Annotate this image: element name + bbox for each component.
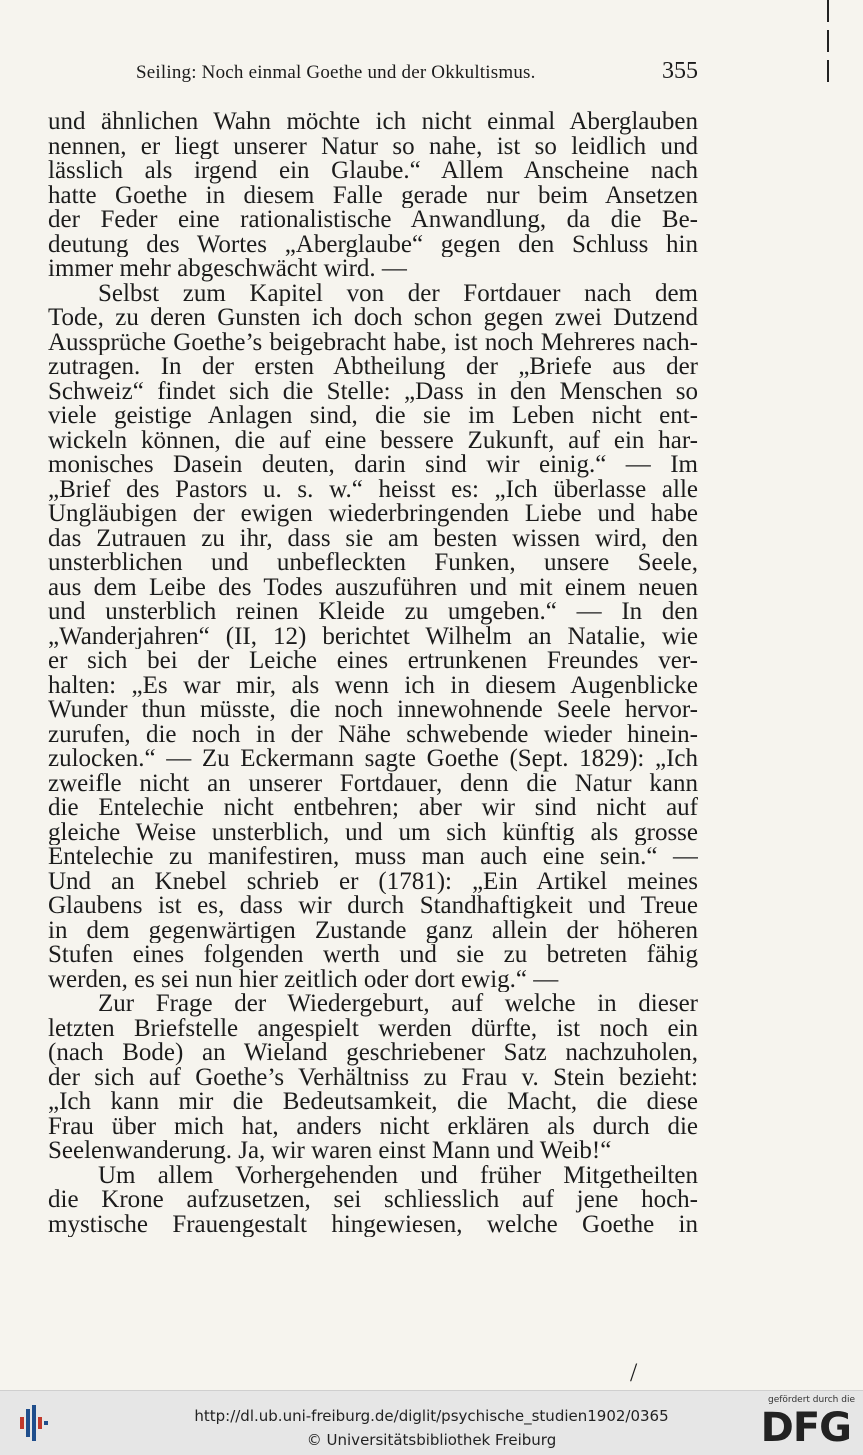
margin-mark: / [630, 1358, 638, 1387]
source-url-link[interactable]: http://dl.ub.uni-freiburg.de/diglit/psychische_studien1902/0365 [194, 1407, 669, 1425]
text-line: die Entelechie nicht entbehren; aber wir sind nicht auf [48, 796, 698, 821]
text-line: halten: „Es war mir, als wenn ich in diesem Augenblicke [48, 673, 698, 698]
running-head: Seiling: Noch einmal Goethe und der Okkultismus. [136, 62, 536, 83]
text-line: der Feder eine rationalistische Anwandlung, da die Be- [48, 208, 698, 233]
text-line: Tode, zu deren Gunsten ich doch schon gegen zwei Dutzend [48, 306, 698, 331]
text-line: die Krone aufzusetzen, sei schliesslich auf jene hoch- [48, 1188, 698, 1213]
text-line: zutragen. In der ersten Abtheilung der „Briefe aus der [48, 355, 698, 380]
dfg-logo-icon: DFG [760, 1405, 851, 1451]
text-line: Frau über mich hat, anders nicht erklären als durch die [48, 1114, 698, 1139]
text-line: monisches Dasein deuten, darin sind wir einig.“ — Im [48, 453, 698, 478]
text-line: zweifle nicht an unserer Fortdauer, denn die Natur kann [48, 771, 698, 796]
text-line: in dem gegenwärtigen Zustande ganz allein der höheren [48, 918, 698, 943]
text-line: Schweiz“ findet sich die Stelle: „Dass in den Menschen so [48, 379, 698, 404]
text-line: viele geistige Anlagen sind, die sie im Leben nicht ent- [48, 404, 698, 429]
text-line: mystische Frauengestalt hingewiesen, welche Goethe in [48, 1212, 698, 1237]
text-line: Ungläubigen der ewigen wiederbringenden Liebe und habe [48, 502, 698, 527]
text-line: aus dem Leibe des Todes auszuführen und mit einem neuen [48, 575, 698, 600]
text-line: Wunder thun müsste, die noch innewohnende Seele hervor- [48, 698, 698, 723]
text-line: das Zutrauen zu ihr, dass sie am besten wissen wird, den [48, 526, 698, 551]
text-line: und unsterblich reinen Kleide zu umgeben.“ — In den [48, 600, 698, 625]
text-line: „Ich kann mir die Bedeutsamkeit, die Macht, die diese [48, 1090, 698, 1115]
text-line: Um allem Vorhergehenden und früher Mitgetheilten [98, 1163, 698, 1188]
text-line: und ähnlichen Wahn möchte ich nicht einmal Aberglauben [48, 110, 698, 135]
text-line: Glaubens ist es, dass wir durch Standhaftigkeit und Treue [48, 894, 698, 919]
text-line: Selbst zum Kapitel von der Fortdauer nach dem [98, 281, 698, 306]
text-line: immer mehr abgeschwächt wird. — [48, 257, 407, 282]
text-line: „Brief des Pastors u. s. w.“ heisst es: „Ich überlasse alle [48, 477, 698, 502]
text-line: Zur Frage der Wiedergeburt, auf welche in dieser [98, 992, 698, 1017]
text-line: Entelechie zu manifestiren, muss man auch eine sein.“ — [48, 845, 698, 870]
page-number: 355 [662, 58, 698, 84]
text-line: gleiche Weise unsterblich, und um sich künftig als grosse [48, 820, 698, 845]
text-line: lässlich als irgend ein Glaube.“ Allem Anscheine nach [48, 159, 698, 184]
text-line: unsterblichen und unbefleckten Funken, unsere Seele, [48, 551, 698, 576]
text-line: (nach Bode) an Wieland geschriebener Satz nachzuholen, [48, 1041, 698, 1066]
text-line: werden, es sei nun hier zeitlich oder dort ewig.“ — [48, 967, 559, 992]
text-line: Und an Knebel schrieb er (1781): „Ein Artikel meines [48, 869, 698, 894]
page-edge-marks [827, 0, 833, 90]
copyright-notice: © Universitätsbibliothek Freiburg [306, 1431, 557, 1449]
text-line: Aussprüche Goethe’s beigebracht habe, ist noch Mehreres nach- [48, 330, 698, 355]
body-text [48, 110, 698, 1237]
funding-note: gefördert durch die [768, 1395, 855, 1405]
text-line: Stufen eines folgenden werth und sie zu betreten fähig [48, 943, 698, 968]
text-line: nennen, er liegt unserer Natur so nahe, ist so leidlich und [48, 134, 698, 159]
text-line: deutung des Wortes „Aberglaube“ gegen den Schluss hin [48, 232, 698, 257]
text-line: wickeln können, die auf eine bessere Zukunft, auf ein har- [48, 428, 698, 453]
text-line: hatte Goethe in diesem Falle gerade nur beim Ansetzen [48, 183, 698, 208]
page-header [48, 58, 698, 92]
viewer-footer [0, 1390, 863, 1455]
text-line: der sich auf Goethe’s Verhältniss zu Frau v. Stein bezieht: [48, 1065, 698, 1090]
text-line: letzten Briefstelle angespielt werden dürfte, ist noch ein [48, 1016, 698, 1041]
text-line: zurufen, die noch in der Nähe schwebende wieder hinein- [48, 722, 698, 747]
text-line: er sich bei der Leiche eines ertrunkenen Freundes ver- [48, 649, 698, 674]
text-line: „Wanderjahren“ (II, 12) berichtet Wilhelm an Natalie, wie [48, 624, 698, 649]
text-line: Seelenwanderung. Ja, wir waren einst Mann und Weib!“ [48, 1139, 612, 1164]
text-line: zulocken.“ — Zu Eckermann sagte Goethe (Sept. 1829): „Ich [48, 747, 698, 772]
